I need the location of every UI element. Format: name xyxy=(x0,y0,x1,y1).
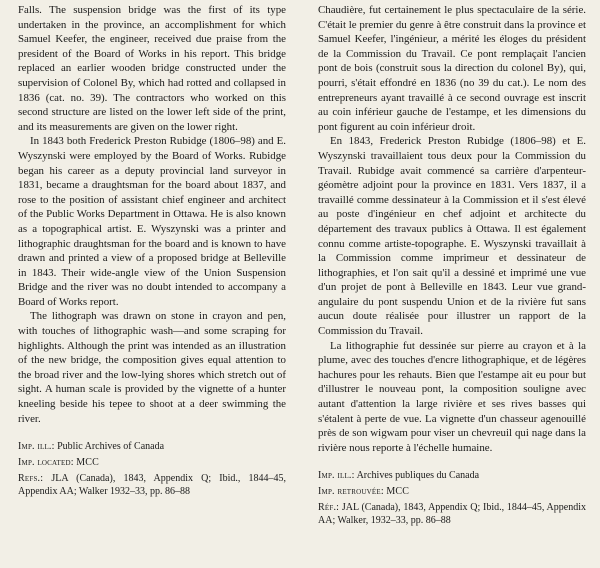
french-catalogue-notes xyxy=(318,469,586,527)
english-refs-row xyxy=(18,472,286,498)
refs-value: JAL (Canada), 1843, Appendix Q; Ibid., 1844–45, Appendix AA; Walker, 1932–33, pp. 86–88 xyxy=(318,502,586,527)
french-paragraph-1: Chaudière, fut certainement le plus spectaculaire de la série. C'était le premier du genre à être construit dans la province et Samuel Keefer, l'ingénieur, a mérité les éloges du président de la Commission du Travail. Ce pont remplaçait l'ancien pont de bois (construit sous la direction du colonel By), qui, pourri, s'était effondré en 1836 (no 39 du cat.). Le nom des entrepreneurs ayant travaillé à ce second ouvrage est inscrit au coin inférieur gauche de l'estampe, et les dimensions du pont figurent au coin inférieur droit. xyxy=(318,4,586,133)
located-value: MCC xyxy=(386,486,410,498)
english-paragraph-3: The lithograph was drawn on stone in crayon and pen, with touches of lithographic wash—and some scraping for highlights. Although the print was intended as an illustration of the new bridge, the composition gives equal attention to the broad river and the low-lying shores which stretch out of sight. A human scale is provided by the vignette of a hunter kneeling beside his tepee to shoot at a deer swimming the river. xyxy=(18,310,286,425)
english-located-row xyxy=(18,456,286,469)
english-illustrated-row xyxy=(18,440,286,453)
located-label: Imp. retrouvée: xyxy=(318,486,384,498)
refs-label: Réf.: xyxy=(318,502,340,514)
french-paragraph-3: La lithographie fut dessinée sur pierre au crayon et à la plume, avec des touches d'encre lithographique, et de légères hachures pour les rehauts. Bien que l'estampe ait eu pour but d'illustrer le nouveau pont, la composition souligne avec autant d'attention la large rivière et ses rives basses qui s'étalent à perte de vue. La vignette d'un chasseur agenouillé près de son wigwam pour viser un chevreuil qui nage dans la rivière nous reporte à l'échelle humaine. xyxy=(318,339,586,454)
french-paragraph-2: En 1843, Frederick Preston Rubidge (1806–98) et E. Wyszynski travaillaient tous deux pour la Commission du Travail. Rubidge avait commencé sa carrière d'arpenteur-géomètre adjoint pour la province en 1831. Vers 1837, il a travaillé comme dessinateur à la Commission et il s'est élevé au poste d'ingénieur en chef adjoint et architecte du département des travaux publics à Ottawa. Il est également connu comme artiste-topographe. E. Wyszynski travaillait à la Commission comme imprimeur et dessinateur de lithographies, et l'on sait qu'il a dessiné et imprimé une vue d'un projet de pont à Belleville en 1843. Leur vue grand-angulaire du pont suspendu Union et de la rivière fut sans aucun doute réalisée pour illustrer un rapport de la Commission du Travail. xyxy=(318,135,586,338)
refs-label: Refs.: xyxy=(18,473,44,485)
located-value: MCC xyxy=(76,457,100,469)
illustrated-label: Imp. ill.: xyxy=(318,470,355,482)
french-column xyxy=(318,3,586,530)
refs-value: JLA (Canada), 1843, Appendix Q; Ibid., 1844–45, Appendix AA; Walker 1932–33, pp. 86–88 xyxy=(18,473,287,498)
illustrated-label: Imp. ill.: xyxy=(18,441,55,453)
illustrated-value: Archives publiques du Canada xyxy=(356,470,480,482)
french-refs-row xyxy=(318,501,586,527)
french-illustrated-row xyxy=(318,469,586,482)
illustrated-value: Public Archives of Canada xyxy=(57,441,165,453)
french-located-row xyxy=(318,485,586,498)
spacer xyxy=(318,455,586,469)
english-catalogue-notes xyxy=(18,440,286,498)
english-column xyxy=(18,3,286,501)
english-paragraph-2: In 1843 both Frederick Preston Rubidge (1806–98) and E. Wyszynski were employed by the Board of Works. Rubidge began his career as a deputy provincial land surveyor in 1831, became a draughtsman for the board about 1837, and rose to the position of assistant chief engineer and architect of the Public Works Department in Ottawa. He is also known as a topographical artist. E. Wyszynski was a printer and lithographic draughtsman for the board and is known to have drawn and printed a view of a proposed bridge at Belleville in 1843. Their wide-angle view of the Union Suspension Bridge and the river was no doubt intended to accompany a Board of Works report. xyxy=(18,135,286,308)
located-label: Imp. located: xyxy=(18,457,74,469)
english-paragraph-1: Falls. The suspension bridge was the first of its type undertaken in the province, an accomplishment for which Samuel Keefer, the engineer, received due praise from the president of the Board of Works in his report. This bridge replaced an earlier wooden bridge constructed under the supervision of Colonel By, which had rotted and collapsed in 1836 (cat. no. 39). The contractors who worked on this second structure are listed on the lower left side of the print, and its measurements are given on the lower right. xyxy=(18,4,286,133)
spacer xyxy=(18,426,286,440)
